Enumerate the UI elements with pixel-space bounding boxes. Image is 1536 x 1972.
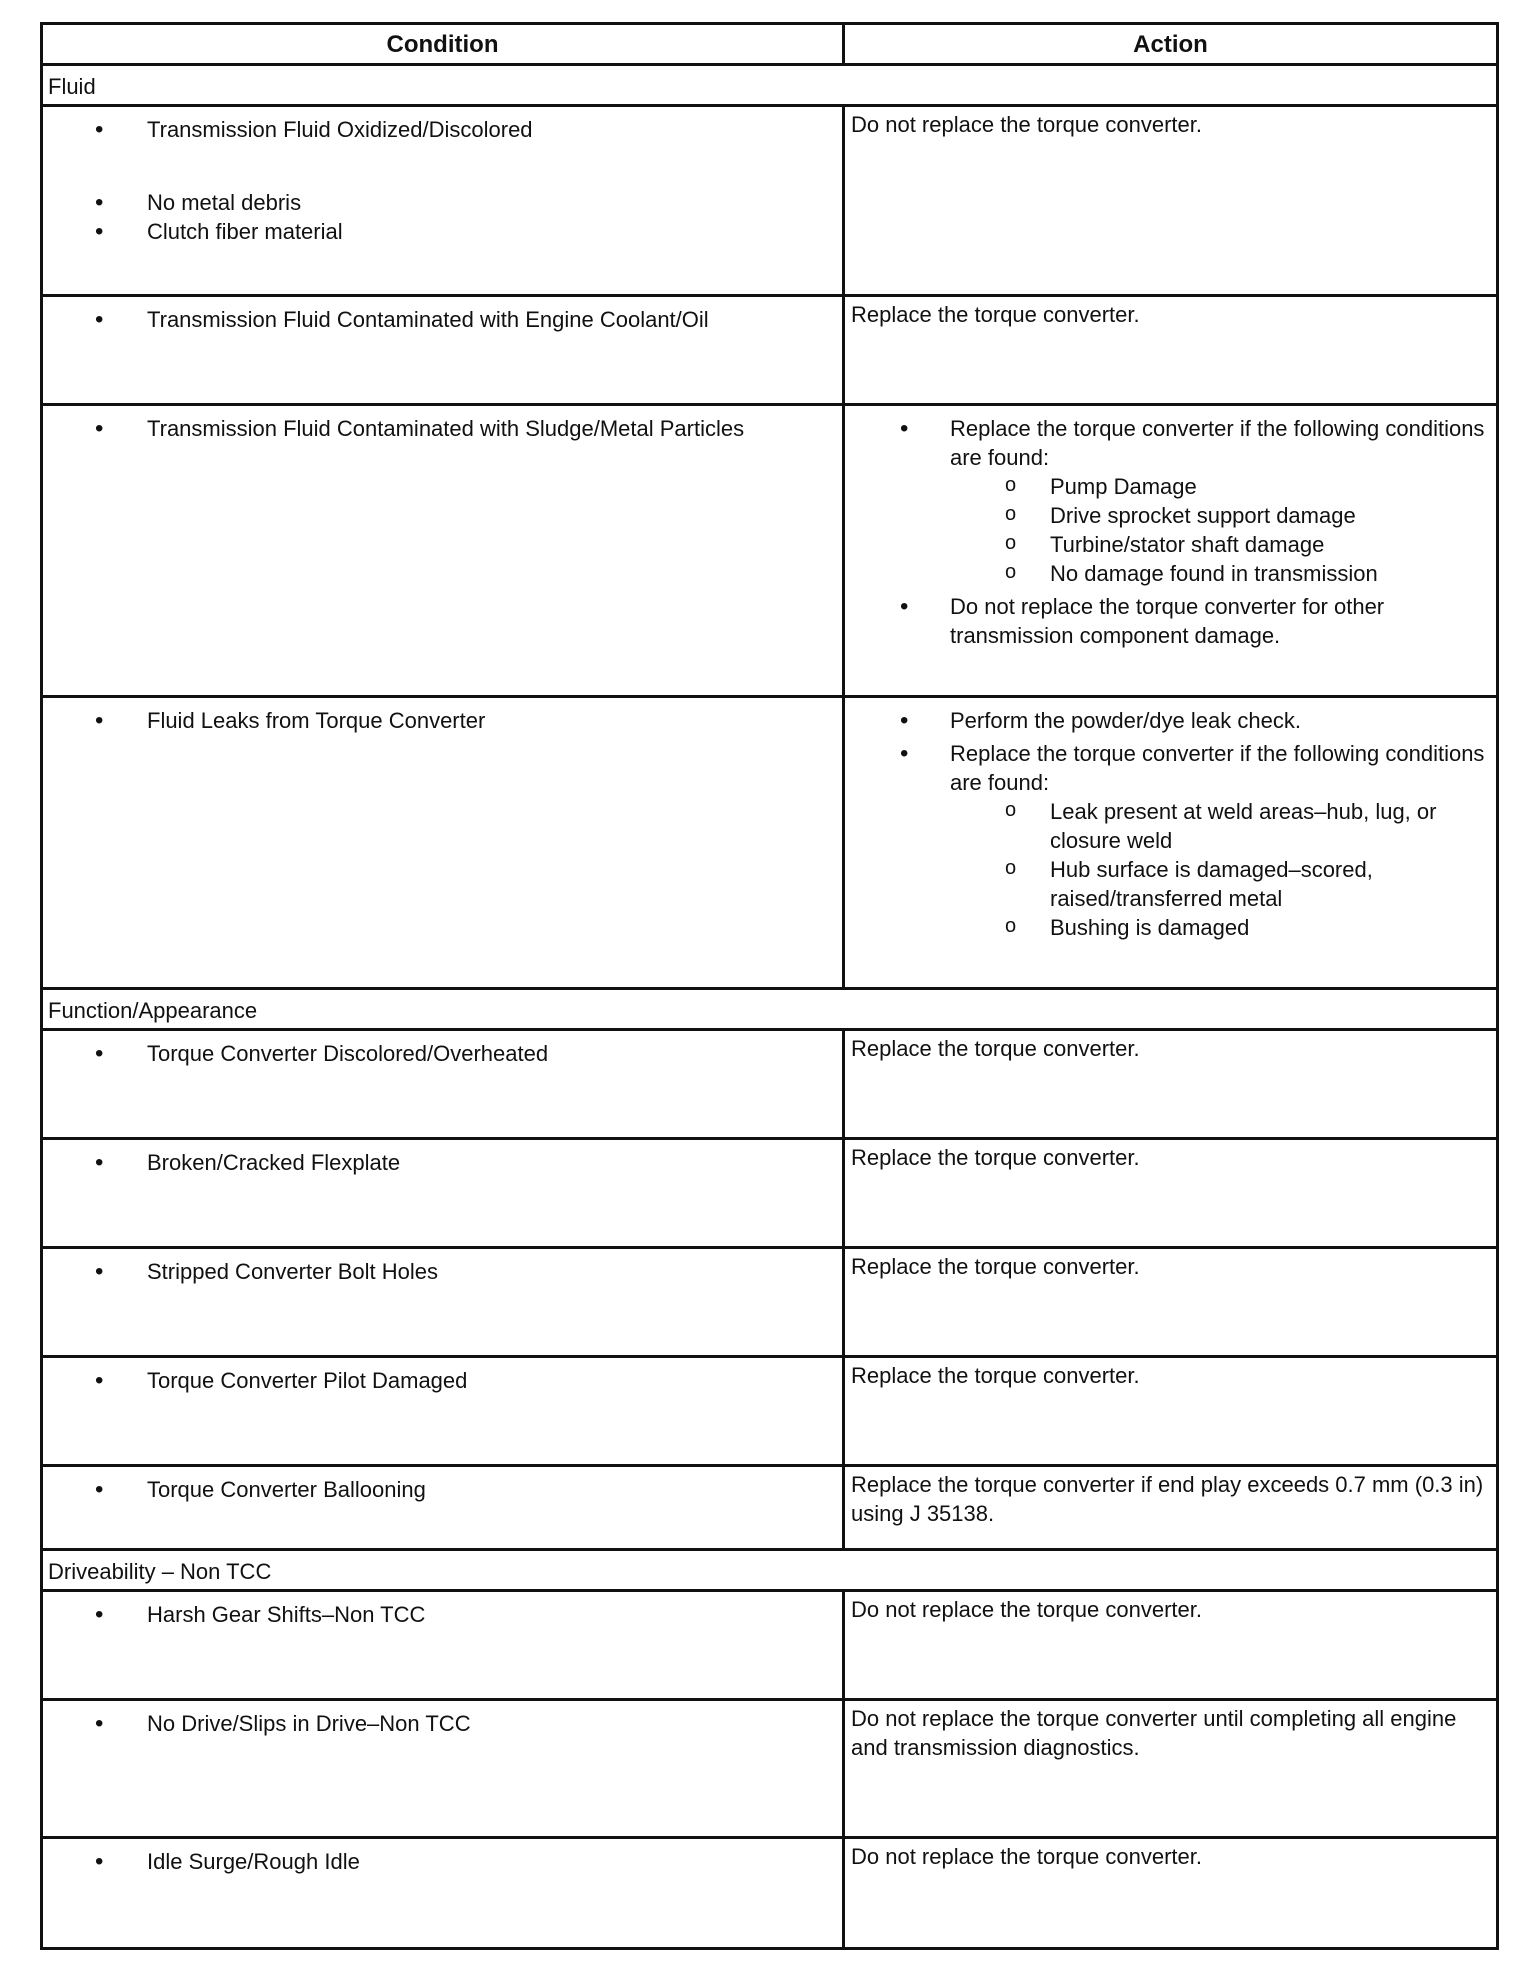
- section-function-appearance: Function/Appearance: [42, 989, 1498, 1030]
- condition-item: • No Drive/Slips in Drive–Non TCC: [43, 1709, 842, 1738]
- condition-item: • Torque Converter Pilot Damaged: [43, 1366, 842, 1395]
- table-row: [42, 1466, 1498, 1550]
- section-row: [42, 65, 1498, 106]
- action-subitem: o Pump Damage: [845, 472, 1496, 501]
- action-item: • Perform the powder/dye leak check.: [845, 706, 1496, 735]
- action-cell: Do not replace the torque converter.: [844, 1591, 1498, 1700]
- table-row: [42, 1700, 1498, 1838]
- condition-cell: [42, 106, 844, 296]
- action-item-text: Replace the torque converter if the following conditions are found:: [950, 741, 1485, 795]
- table-row: [42, 405, 1498, 697]
- action-subitem: o Turbine/stator shaft damage: [845, 530, 1496, 559]
- action-cell: Replace the torque converter if end play exceeds 0.7 mm (0.3 in) using J 35138.: [844, 1466, 1498, 1550]
- action-subitem: o No damage found in transmission: [845, 559, 1496, 588]
- condition-item: • Transmission Fluid Contaminated with Engine Coolant/Oil: [43, 305, 842, 334]
- condition-item: • Stripped Converter Bolt Holes: [43, 1257, 842, 1286]
- table-row: [42, 296, 1498, 405]
- section-fluid: Fluid: [42, 65, 1498, 106]
- section-driveability: Driveability – Non TCC: [42, 1550, 1498, 1591]
- action-subitem: o Hub surface is damaged–scored, raised/transferred metal: [845, 855, 1496, 913]
- action-item: [845, 739, 1496, 942]
- action-item: [845, 414, 1496, 588]
- action-cell: Replace the torque converter.: [844, 1248, 1498, 1357]
- condition-item: • Torque Converter Discolored/Overheated: [43, 1039, 842, 1068]
- table-row: [42, 697, 1498, 989]
- action-cell: Do not replace the torque converter until completing all engine and transmission diagnostics.: [844, 1700, 1498, 1838]
- action-cell: Replace the torque converter.: [844, 296, 1498, 405]
- action-cell: [844, 697, 1498, 989]
- table-row: [42, 1139, 1498, 1248]
- header-row: [42, 24, 1498, 65]
- condition-cell: [42, 296, 844, 405]
- action-cell: Replace the torque converter.: [844, 1357, 1498, 1466]
- table-row: [42, 1357, 1498, 1466]
- condition-cell: [42, 1700, 844, 1838]
- condition-cell: [42, 1357, 844, 1466]
- condition-item: • Clutch fiber material: [43, 217, 842, 246]
- condition-item: • Transmission Fluid Oxidized/Discolored: [43, 115, 842, 144]
- condition-item: • Fluid Leaks from Torque Converter: [43, 706, 842, 735]
- condition-cell: [42, 1030, 844, 1139]
- action-subitem: o Bushing is damaged: [845, 913, 1496, 942]
- condition-item: • Transmission Fluid Contaminated with Sludge/Metal Particles: [43, 414, 842, 443]
- table-row: [42, 1838, 1498, 1949]
- condition-item: • No metal debris: [43, 188, 842, 217]
- condition-cell: [42, 1139, 844, 1248]
- condition-item: • Torque Converter Ballooning: [43, 1475, 842, 1504]
- table-row: [42, 1030, 1498, 1139]
- table-row: [42, 106, 1498, 296]
- table-row: [42, 1591, 1498, 1700]
- condition-cell: [42, 1466, 844, 1550]
- action-subitem: o Leak present at weld areas–hub, lug, or closure weld: [845, 797, 1496, 855]
- condition-cell: [42, 1838, 844, 1949]
- condition-cell: [42, 1591, 844, 1700]
- section-row: [42, 1550, 1498, 1591]
- action-cell: Replace the torque converter.: [844, 1030, 1498, 1139]
- column-header-action: Action: [844, 24, 1498, 65]
- action-item-text: Replace the torque converter if the following conditions are found:: [950, 416, 1485, 470]
- action-cell: Do not replace the torque converter.: [844, 106, 1498, 296]
- table-row: [42, 1248, 1498, 1357]
- action-item: • Do not replace the torque converter for other transmission component damage.: [845, 592, 1496, 650]
- action-cell: Replace the torque converter.: [844, 1139, 1498, 1248]
- section-row: [42, 989, 1498, 1030]
- action-cell: Do not replace the torque converter.: [844, 1838, 1498, 1949]
- condition-cell: [42, 1248, 844, 1357]
- diagnosis-table: [40, 22, 1499, 1950]
- condition-cell: [42, 405, 844, 697]
- condition-item: • Broken/Cracked Flexplate: [43, 1148, 842, 1177]
- condition-cell: [42, 697, 844, 989]
- action-subitem: o Drive sprocket support damage: [845, 501, 1496, 530]
- condition-item: • Idle Surge/Rough Idle: [43, 1847, 842, 1876]
- action-cell: [844, 405, 1498, 697]
- condition-item: • Harsh Gear Shifts–Non TCC: [43, 1600, 842, 1629]
- column-header-condition: Condition: [42, 24, 844, 65]
